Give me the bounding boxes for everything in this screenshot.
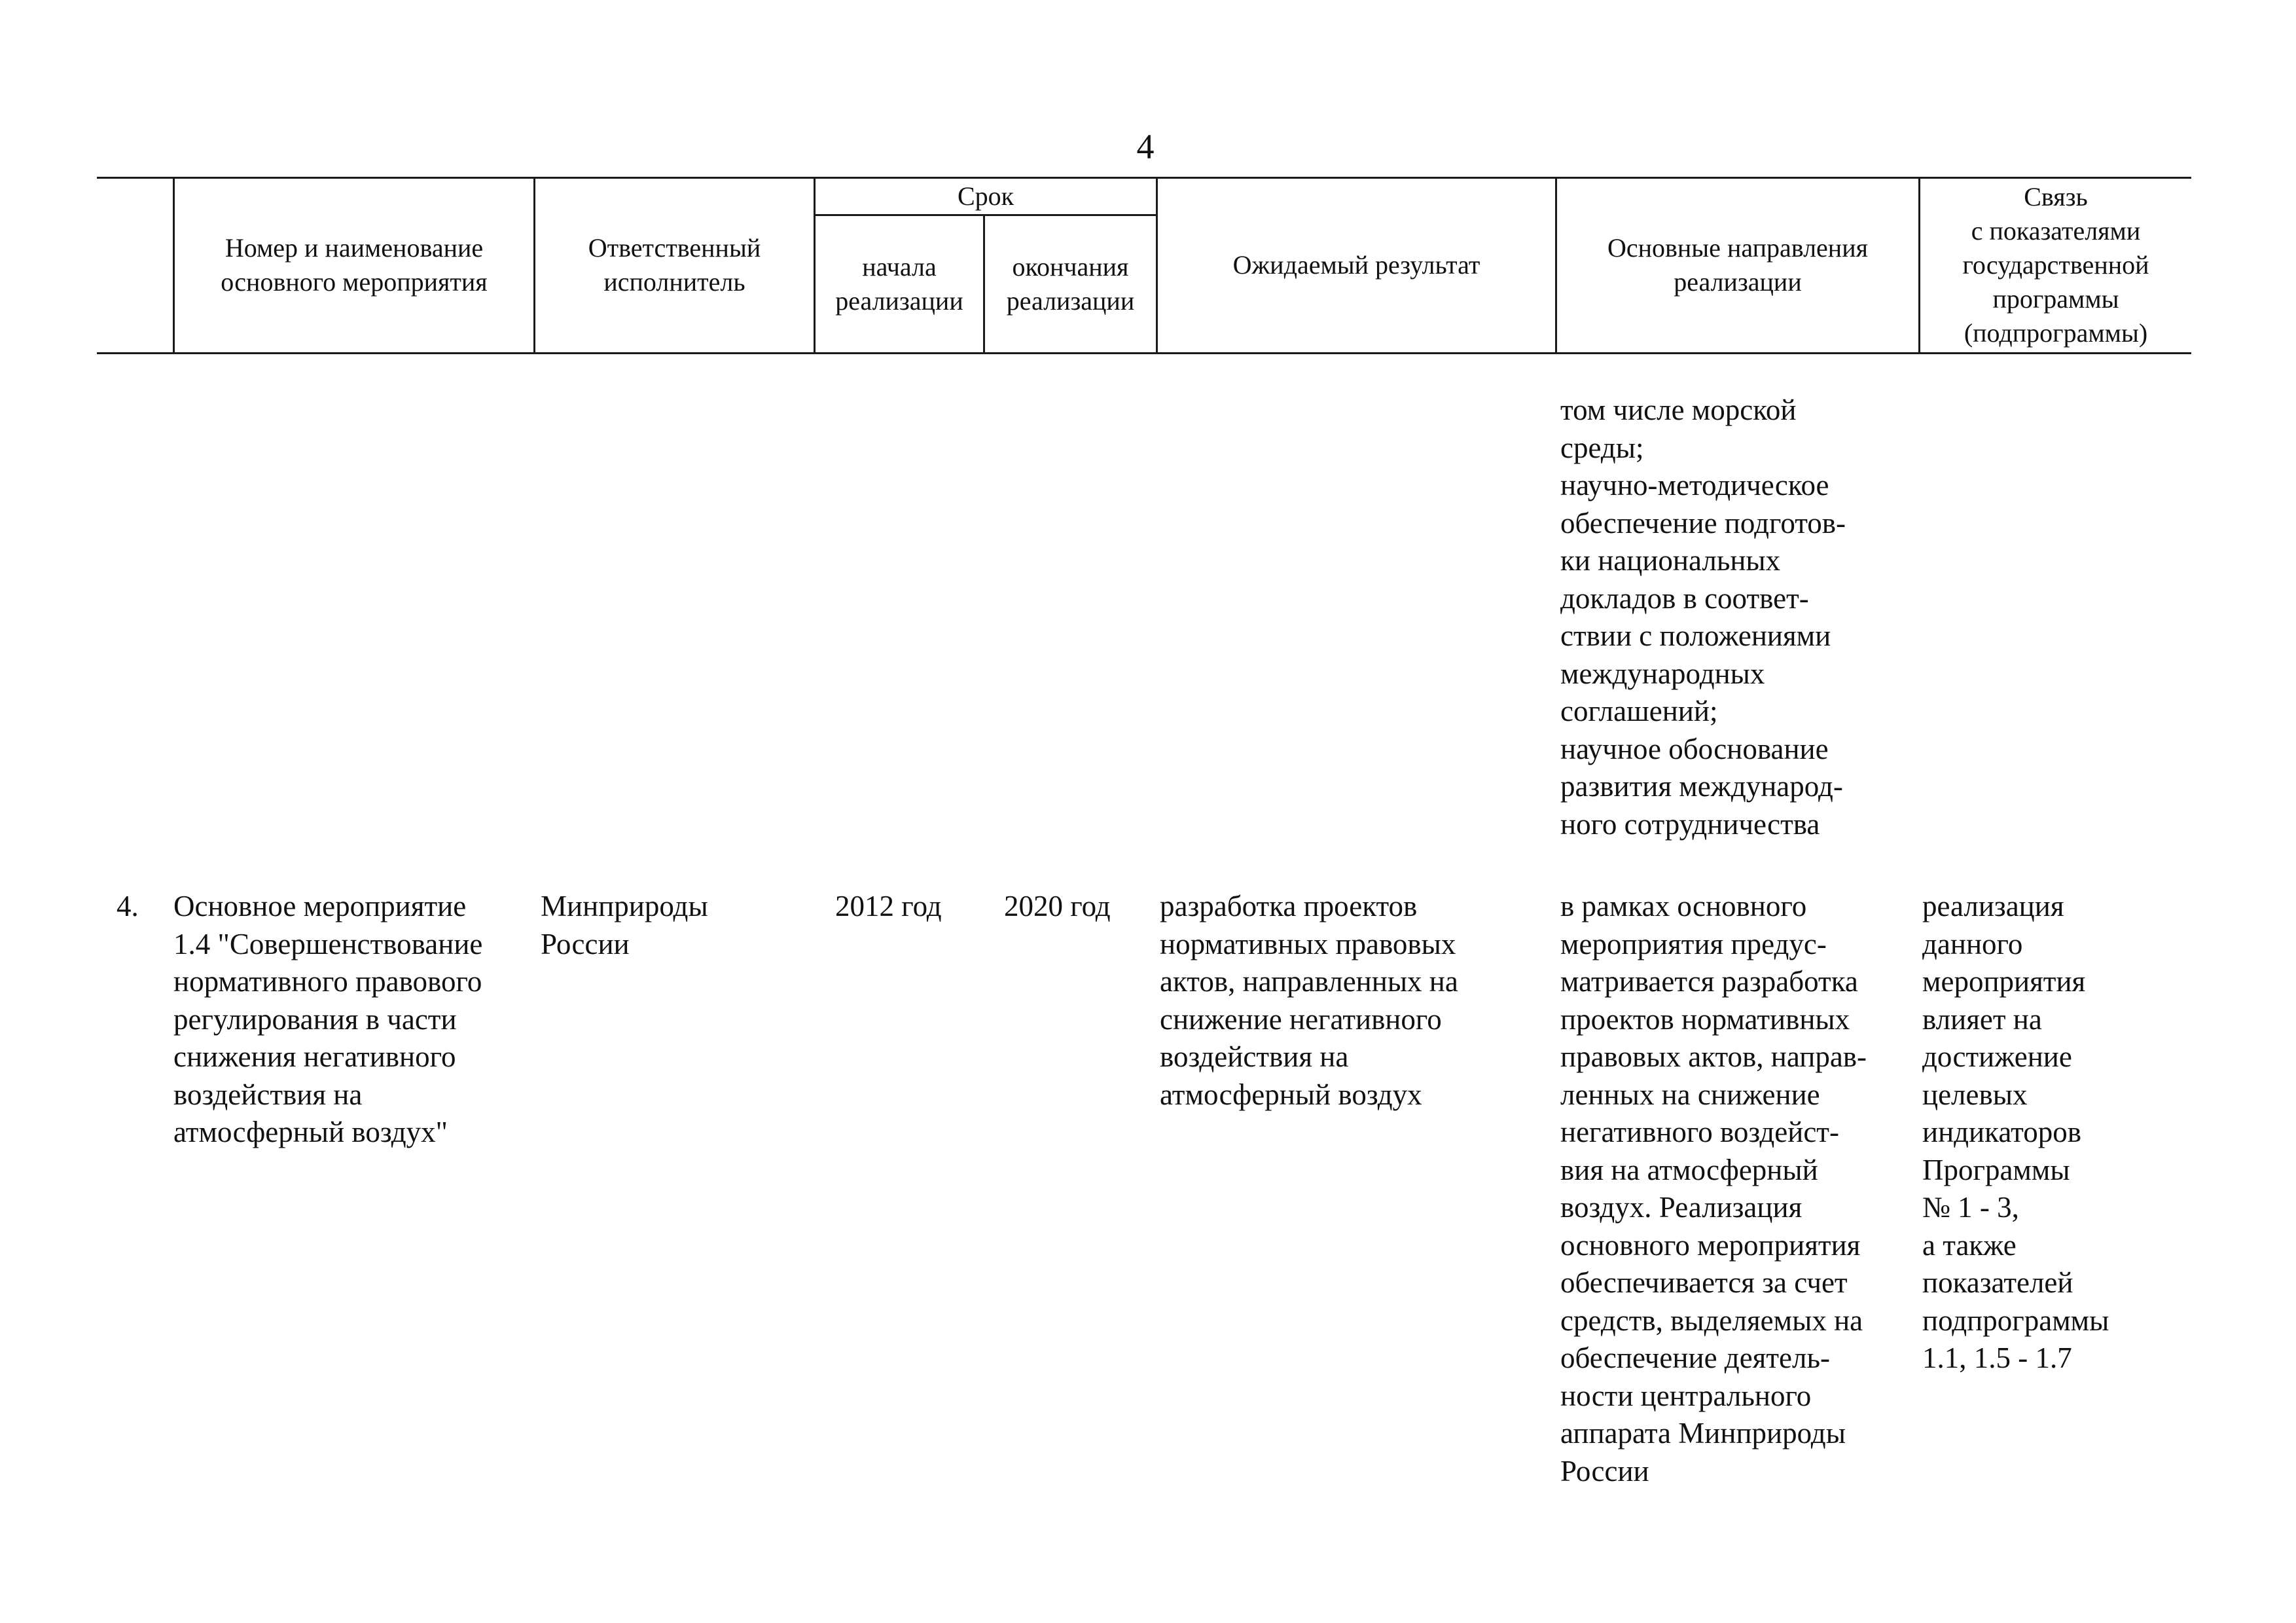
row-start: 2012 год	[835, 890, 942, 922]
header-col-directions: Основные направления реализации	[1607, 233, 1869, 297]
header-bottom-rule	[97, 352, 2191, 354]
row-number: 4.	[117, 890, 139, 922]
header-col-link: Связь с показателями государственной программы (подпрограммы)	[1962, 182, 2149, 348]
header-col-term: Срок	[957, 181, 1014, 211]
row-executor: Минприроды России	[541, 890, 708, 960]
row-directions: в рамках основного мероприятия предус- матривается разработка проектов нормативных правовых актов, направ- ленных на снижение негативного воздейст- вия на атмосферный воздух. Реализация основного мероприятия обеспечивается за счет средств, выделяемых на обеспечение деятель- ности центрального аппарата Минприроды России	[1560, 890, 1867, 1487]
header-col-executor: Ответственный исполнитель	[588, 233, 761, 297]
row-link: реализация данного мероприятия влияет на достижение целевых индикаторов Программы № 1 - 3, а также показателей подпрограммы 1.1, 1.5 - 1.7	[1922, 890, 2109, 1374]
page-number: 4	[1136, 127, 1155, 166]
row-end: 2020 год	[1004, 890, 1111, 922]
continuation-directions: том числе морской среды; научно-методическое обеспечение подготов- ки национальных докладов в соответ- ствии с положениями международных соглашений; научное обоснование развития международ- ного сотрудничества	[1560, 393, 1846, 841]
header-col-end: окончания реализации	[1006, 252, 1135, 316]
header-col-start: начала реализации	[835, 252, 963, 316]
header-col-name: Номер и наименование основного мероприятия	[221, 233, 488, 297]
row-name: Основное мероприятие 1.4 "Совершенствование нормативного правового регулирования в части снижения негативного воздействия на атмосферный воздух"	[173, 890, 483, 1148]
row-result: разработка проектов нормативных правовых актов, направленных на снижение негативного воздействия на атмосферный воздух	[1160, 890, 1458, 1111]
header-col-result: Ожидаемый результат	[1232, 250, 1480, 280]
